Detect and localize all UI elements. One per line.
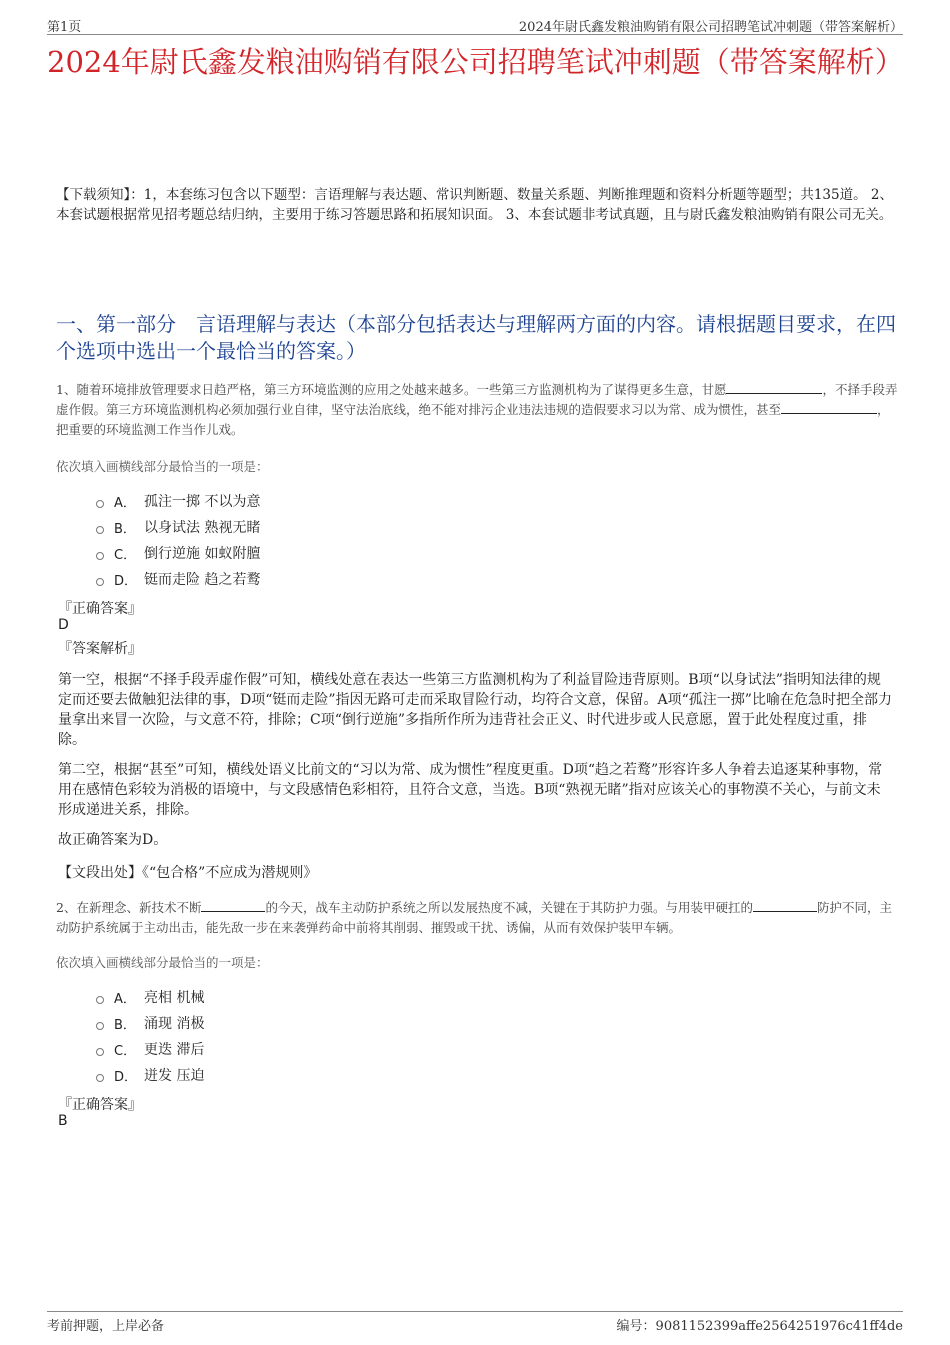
q2-option-d[interactable]: D． 迸发 压迫 [96, 1062, 204, 1088]
q1-analysis-label: 『答案解析』 [58, 641, 142, 657]
q2-stem-part-a: 2、在新理念、新技术不断 [56, 900, 202, 915]
radio-icon[interactable] [96, 500, 104, 508]
q2-option-b[interactable]: B． 涌现 消极 [96, 1010, 204, 1036]
radio-icon[interactable] [96, 552, 104, 560]
q1-stem-part-a: 1、随着环境排放管理要求日趋严格，第三方环境监测的应用之处越来越多。一些第三方监测机构为了谋得更多生意，甘愿 [56, 382, 727, 397]
q1-conclusion: 故正确答案为D。 [58, 832, 168, 848]
question-2-options [96, 984, 204, 1088]
q1-analysis-paragraph-2: 第二空，根据“甚至”可知，横线处语义比前文的“习以为常、成为惯性”程度更重。D项“趋之若鹜”形容许多人争着去追逐某种事物，常用在感情色彩较为消极的语境中，与文段感情色彩相符，且符合文意，当选。B项“熟视无睹”指对应该关心的事物漠不关心，与前文未形成递进关系，排除。 [58, 762, 883, 818]
q2-stem-part-b: 的今天，战车主动防护系统之所以发展热度不减，关键在于其防护力强。与用装甲硬扛的 [265, 900, 753, 915]
page-number: 第1页 [47, 20, 82, 35]
footer-serial-number: 编号：9081152399affe2564251976c41ff4de [616, 1319, 903, 1334]
q1-answer-label: 『正确答案』 [58, 601, 142, 617]
q2-blank-1 [201, 899, 265, 912]
radio-icon[interactable] [96, 996, 104, 1004]
section-heading: 一、第一部分 言语理解与表达（本部分包括表达与理解两方面的内容。请根据题目要求，在四个选项中选出一个最恰当的答案。） [56, 312, 896, 363]
document-title: 2024年尉氏鑫发粮油购销有限公司招聘笔试冲刺题（带答案解析） [47, 45, 904, 79]
radio-icon[interactable] [96, 1048, 104, 1056]
q1-option-d[interactable]: D． 铤而走险 趋之若鹜 [96, 566, 260, 592]
q2-stem-part-c: 防护不同，主动防护系统属于主动出击，能先敌一步在来袭弹药命中前将其削弱、摧毁或干扰、诱偏，从而有效保护装甲车辆。 [56, 900, 892, 935]
q1-answer-value: D [58, 617, 69, 633]
radio-icon[interactable] [96, 578, 104, 586]
page-header [47, 14, 903, 35]
q1-option-c[interactable]: C． 倒行逆施 如蚁附膻 [96, 540, 260, 566]
header-doc-title: 2024年尉氏鑫发粮油购销有限公司招聘笔试冲刺题（带答案解析） [518, 20, 903, 35]
q1-stem-part-c: ，把重要的环境监测工作当作儿戏。 [56, 402, 890, 437]
radio-icon[interactable] [96, 1074, 104, 1082]
question-2-stem [56, 898, 902, 938]
question-1-options [96, 488, 260, 592]
page-footer [47, 1311, 903, 1334]
q2-option-a[interactable]: A． 亮相 机械 [96, 984, 204, 1010]
radio-icon[interactable] [96, 1022, 104, 1030]
q2-answer-label: 『正确答案』 [58, 1097, 142, 1113]
q1-option-b[interactable]: B． 以身试法 熟视无睹 [96, 514, 260, 540]
q1-analysis-paragraph-1: 第一空，根据“不择手段弄虚作假”可知，横线处意在表达一些第三方监测机构为了利益冒险违背原则。B项“以身试法”指明知法律的规定而还要去做触犯法律的事，D项“铤而走险”指因无路可走而采取冒险行动，均符合文意，保留。A项“孤注一掷”比喻在危急时把全部力量拿出来冒一次险，与文意不符，排除；C项“倒行逆施”多指所作所为违背社会正义、时代进步或人民意愿，置于此处程度过重，排除。 [58, 672, 892, 748]
q2-option-c[interactable]: C． 更迭 滞后 [96, 1036, 204, 1062]
question-1-prompt: 依次填入画横线部分最恰当的一项是： [56, 459, 269, 474]
question-2-prompt: 依次填入画横线部分最恰当的一项是： [56, 955, 269, 970]
q2-answer-value: B [58, 1113, 68, 1129]
q1-stem-part-b: ，不择手段弄虚作假。第三方环境监测机构必须加强行业自律，坚守法治底线，绝不能对排污企业违法违规的造假要求习以为常、成为惯性，甚至 [56, 382, 898, 417]
q1-option-a[interactable]: A． 孤注一掷 不以为意 [96, 488, 260, 514]
radio-icon[interactable] [96, 526, 104, 534]
download-notice: 【下载须知】：1，本套练习包含以下题型：言语理解与表达题、常识判断题、数量关系题、判断推理题和资料分析题等题型；共135道。 2、本套试题根据常见招考题总结归纳，主要用于练习答题思路和拓展知识面。 3、本套试题非考试真题，且与尉氏鑫发粮油购销有限公司无关。 [56, 187, 893, 223]
q1-blank-1 [726, 381, 822, 394]
question-1-stem [56, 380, 902, 440]
q1-source: 【文段出处】《“包合格”不应成为潜规则》 [58, 865, 318, 881]
footer-slogan: 考前押题，上岸必备 [47, 1319, 165, 1334]
q1-blank-2 [781, 401, 877, 414]
q2-blank-2 [753, 899, 817, 912]
